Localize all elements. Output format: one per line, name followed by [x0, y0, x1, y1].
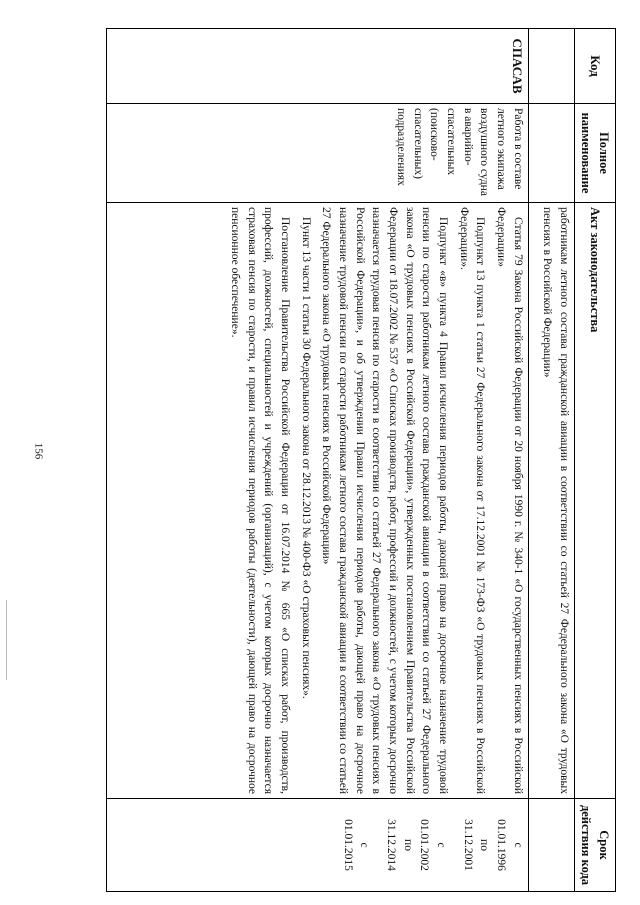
cell-name-empty: [528, 104, 574, 203]
scan-edge-mark: [6, 600, 7, 680]
header-code: Код: [574, 29, 615, 104]
period-end-date: 31.12.2001: [461, 819, 474, 871]
cell-act-spasav: [107, 203, 529, 799]
cell-period-spasav: [107, 799, 529, 892]
header-full-name: Полное наименование: [574, 104, 615, 203]
table-header-row: [574, 29, 615, 892]
cell-code-spasav: СПАСАВ: [107, 29, 529, 104]
period-from-label: с: [511, 842, 524, 848]
period-1996-2001: [459, 803, 526, 887]
act-paragraph: Пункт 13 части 1 статьи 30 Федерального закона от 28.12.2013 № 400-ФЗ «О страховых пенсиях».: [299, 217, 312, 699]
table-row-spasav: [107, 29, 529, 892]
act-paragraph: Подпункт «в» пункта 4 Правил исчисления периодов работы, дающей право на досрочное назначение трудовой пенсии по старости работникам летного состава гражданской авиации в соответствии со статьей 27 Федерального закона «О трудовых пенсиях в Российской Федерации», утвержденных постановлением Правительства Российской Федерации от 18.07.2002 № 537 «О Списках производств, работ, профессий и должностей, с учетом которых досрочно назначается трудовая пенсия по старости в соответствии со статьей 27 Федерального закона «О трудовых пенсиях в Российской Федерации», и об утверждении Правил исчисления периодов работы, дающей право на досрочное назначение трудовой пенсии по старости работникам летного состава гражданской авиации в соответствии со статьей 27 Федерального закона «О трудовых пенсиях в Российской Федерации»: [320, 207, 450, 794]
cell-act-continuation: работникам летного состава гражданской авиации в соответствии со статьей 27 Федерального закона «О трудовых пенсиях в Российской Федерации»: [528, 203, 574, 799]
period-end-date: 31.12.2014: [385, 819, 398, 871]
cell-period-empty: [528, 799, 574, 892]
period-from-2015: [339, 803, 372, 887]
period-to-label: по: [478, 839, 491, 851]
cell-code-empty: [528, 29, 574, 104]
rotated-page-content: [106, 28, 616, 892]
period-to-label: по: [401, 839, 414, 851]
page-number: 156: [32, 442, 45, 460]
period-from-label: с: [358, 842, 371, 848]
period-start-date: 01.01.2015: [341, 819, 354, 871]
act-paragraph: Подпункт 13 пункта 1 статьи 27 Федерального закона от 17.12.2001 № 173-ФЗ «О трудовых пенсиях в Российской Федерации».: [457, 207, 487, 794]
act-paragraph: Постановление Правительства Российской Федерации от 16.07.2014 № 665 «О списках работ, производств, профессий, должностей, специальностей и учреждений (организаций), с учетом которых досрочно назначается страховая пенсия по старости, и правил исчисления периодов работы (деятельности), дающей право на досрочное пенсионное обеспечение».: [229, 207, 292, 794]
header-period: Срок действия кода: [574, 799, 615, 892]
period-start-date: 01.01.2002: [418, 819, 431, 871]
cell-name-spasav: Работа в составе летного экипажа воздушного судна в аварийно-спасательных (поисково-спасательных) подразделениях: [107, 104, 529, 203]
act-paragraph: Статья 79 Закона Российской Федерации от 20 ноября 1990 г. № 340-1 «О государственных пенсиях в Российской Федерации»: [495, 207, 524, 794]
period-2002-2014: [382, 803, 449, 887]
table-row-continuation: [528, 29, 574, 892]
legislation-table: [106, 28, 616, 892]
period-start-date: 01.01.1996: [495, 819, 508, 871]
period-from-label: с: [435, 842, 448, 848]
header-act: Акт законодательства: [574, 203, 615, 799]
